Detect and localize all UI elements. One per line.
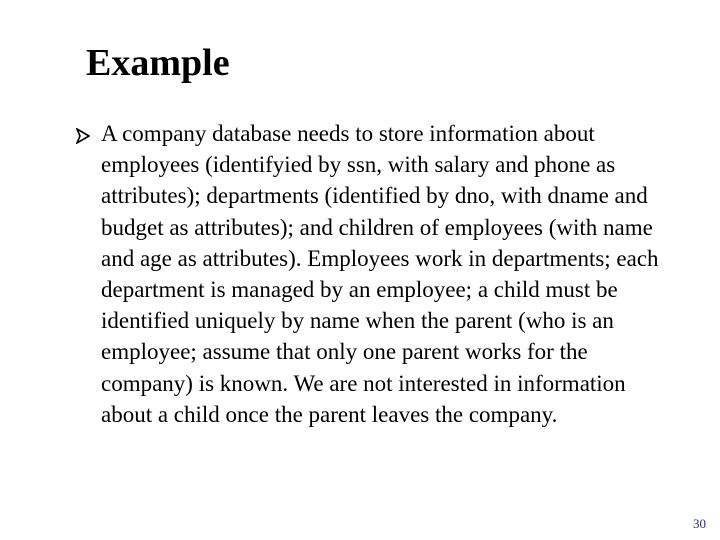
bullet-text: A company database needs to store information about employees (identifyied by ssn, with salary and phone as attributes); departments (identified by dno, with dname and budget as attributes); and children of employees (with name and age as attributes). Employees work in departments; each department is managed by an employee; a child must be identified uniquely by name when the parent (who is an employee; assume that only one parent works for the company) is known. We are not interested in information about a child once the parent leaves the company. — [101, 121, 659, 427]
slide-title: Example — [86, 42, 230, 84]
arrowhead-bullet-icon — [76, 128, 90, 144]
slide-number: 30 — [693, 516, 706, 531]
